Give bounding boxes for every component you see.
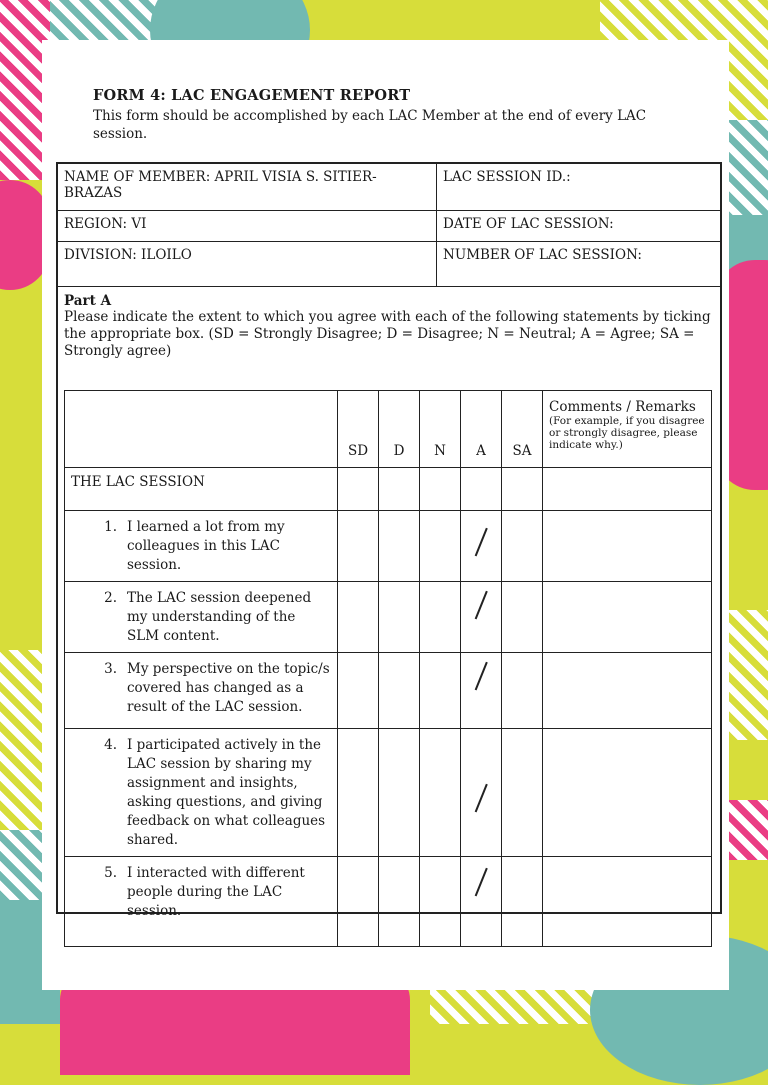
rating-box-sd[interactable] xyxy=(338,729,379,857)
rating-box-a[interactable] xyxy=(461,511,502,582)
statement-text: I interacted with different people during the LAC session. xyxy=(127,865,305,919)
rating-box-n[interactable] xyxy=(420,511,461,582)
comments-cell[interactable] xyxy=(543,582,712,653)
member-info-table xyxy=(58,164,720,287)
rating-box-sd[interactable] xyxy=(338,653,379,729)
statement-cell xyxy=(65,511,338,582)
check-mark-icon xyxy=(475,784,488,812)
session-date: DATE OF LAC SESSION: xyxy=(437,211,721,242)
survey-item-row xyxy=(65,511,712,582)
comments-header-label: Comments / Remarks xyxy=(549,399,696,415)
part-a-instructions: Please indicate the extent to which you agree with each of the following statements by ticking the appropriate box. (SD = Strongly Disagree; D = Disagree; N = Neutral; A = Agree; SA = Strongly agree) xyxy=(64,309,711,359)
rating-box-sa[interactable] xyxy=(502,729,543,857)
rating-box-sa[interactable] xyxy=(502,582,543,653)
statement-text: I participated actively in the LAC session by sharing my assignment and insights, asking questions, and giving feedback on what colleagues shared. xyxy=(127,737,326,848)
rating-box-sa[interactable] xyxy=(502,653,543,729)
statement-wrap xyxy=(71,518,331,575)
comments-header-note: (For example, if you disagree or strongly disagree, please indicate why.) xyxy=(549,415,705,451)
check-mark-icon xyxy=(475,662,488,690)
decor-stripes-right-upper xyxy=(728,120,768,220)
statement-text: I learned a lot from my colleagues in this LAC session. xyxy=(127,519,285,573)
statement-wrap xyxy=(71,736,331,850)
rating-box-sd[interactable] xyxy=(338,582,379,653)
survey-item-row xyxy=(65,729,712,857)
section-cell xyxy=(420,468,461,511)
statement-wrap xyxy=(71,660,331,717)
comments-cell[interactable] xyxy=(543,511,712,582)
section-cell xyxy=(379,468,420,511)
comments-cell[interactable] xyxy=(543,857,712,947)
rating-box-d[interactable] xyxy=(379,511,420,582)
rating-box-n[interactable] xyxy=(420,582,461,653)
survey-table xyxy=(64,390,712,947)
form-title: FORM 4: LAC ENGAGEMENT REPORT xyxy=(93,87,411,104)
statement-cell xyxy=(65,582,338,653)
rating-box-n[interactable] xyxy=(420,729,461,857)
part-a-title: Part A xyxy=(64,293,112,309)
rating-box-sa[interactable] xyxy=(502,511,543,582)
statement-number: 4. xyxy=(104,737,117,753)
comments-cell[interactable] xyxy=(543,729,712,857)
member-name: NAME OF MEMBER: APRIL VISIA S. SITIER-BRAZAS xyxy=(58,164,437,211)
check-mark-icon xyxy=(475,528,488,556)
rating-box-d[interactable] xyxy=(379,582,420,653)
statement-wrap xyxy=(71,589,331,646)
section-label: THE LAC SESSION xyxy=(65,468,338,511)
col-d: D xyxy=(379,391,420,468)
survey-header-row xyxy=(65,391,712,468)
statement-cell xyxy=(65,857,338,947)
decor-stripes-right-mid xyxy=(728,610,768,740)
survey-item-row xyxy=(65,857,712,947)
rating-box-a[interactable] xyxy=(461,582,502,653)
rating-box-d[interactable] xyxy=(379,857,420,947)
statement-number: 1. xyxy=(104,519,117,535)
division: DIVISION: ILOILO xyxy=(58,242,437,287)
statement-number: 3. xyxy=(104,661,117,677)
statement-text: My perspective on the topic/s covered has changed as a result of the LAC session. xyxy=(127,661,330,715)
rating-box-a[interactable] xyxy=(461,857,502,947)
rating-box-n[interactable] xyxy=(420,653,461,729)
decor-stripes-left-mid xyxy=(0,650,44,830)
rating-box-n[interactable] xyxy=(420,857,461,947)
rating-box-a[interactable] xyxy=(461,729,502,857)
statement-number: 5. xyxy=(104,865,117,881)
region: REGION: VI xyxy=(58,211,437,242)
form-description: This form should be accomplished by each LAC Member at the end of every LAC session. xyxy=(93,108,647,142)
statement-number: 2. xyxy=(104,590,117,606)
survey-item-row xyxy=(65,582,712,653)
check-mark-icon xyxy=(475,591,488,619)
section-cell xyxy=(461,468,502,511)
session-number: NUMBER OF LAC SESSION: xyxy=(437,242,721,287)
rating-box-d[interactable] xyxy=(379,653,420,729)
section-cell xyxy=(338,468,379,511)
statement-cell xyxy=(65,653,338,729)
statement-header xyxy=(65,391,338,468)
col-a: A xyxy=(461,391,502,468)
section-cell xyxy=(502,468,543,511)
statement-text: The LAC session deepened my understanding of the SLM content. xyxy=(127,590,312,644)
col-sd: SD xyxy=(338,391,379,468)
rating-box-sa[interactable] xyxy=(502,857,543,947)
rating-box-sd[interactable] xyxy=(338,857,379,947)
form-page xyxy=(42,40,729,990)
section-row xyxy=(65,468,712,511)
comments-cell[interactable] xyxy=(543,653,712,729)
session-id: LAC SESSION ID.: xyxy=(437,164,721,211)
statement-wrap xyxy=(71,864,331,921)
rating-box-a[interactable] xyxy=(461,653,502,729)
decor-stripes-right-low xyxy=(728,800,768,860)
comments-header xyxy=(543,391,712,468)
rating-box-sd[interactable] xyxy=(338,511,379,582)
check-mark-icon xyxy=(475,868,488,896)
rating-box-d[interactable] xyxy=(379,729,420,857)
col-sa: SA xyxy=(502,391,543,468)
survey-item-row xyxy=(65,653,712,729)
statement-cell xyxy=(65,729,338,857)
section-cell xyxy=(543,468,712,511)
col-n: N xyxy=(420,391,461,468)
form-body xyxy=(56,162,722,919)
